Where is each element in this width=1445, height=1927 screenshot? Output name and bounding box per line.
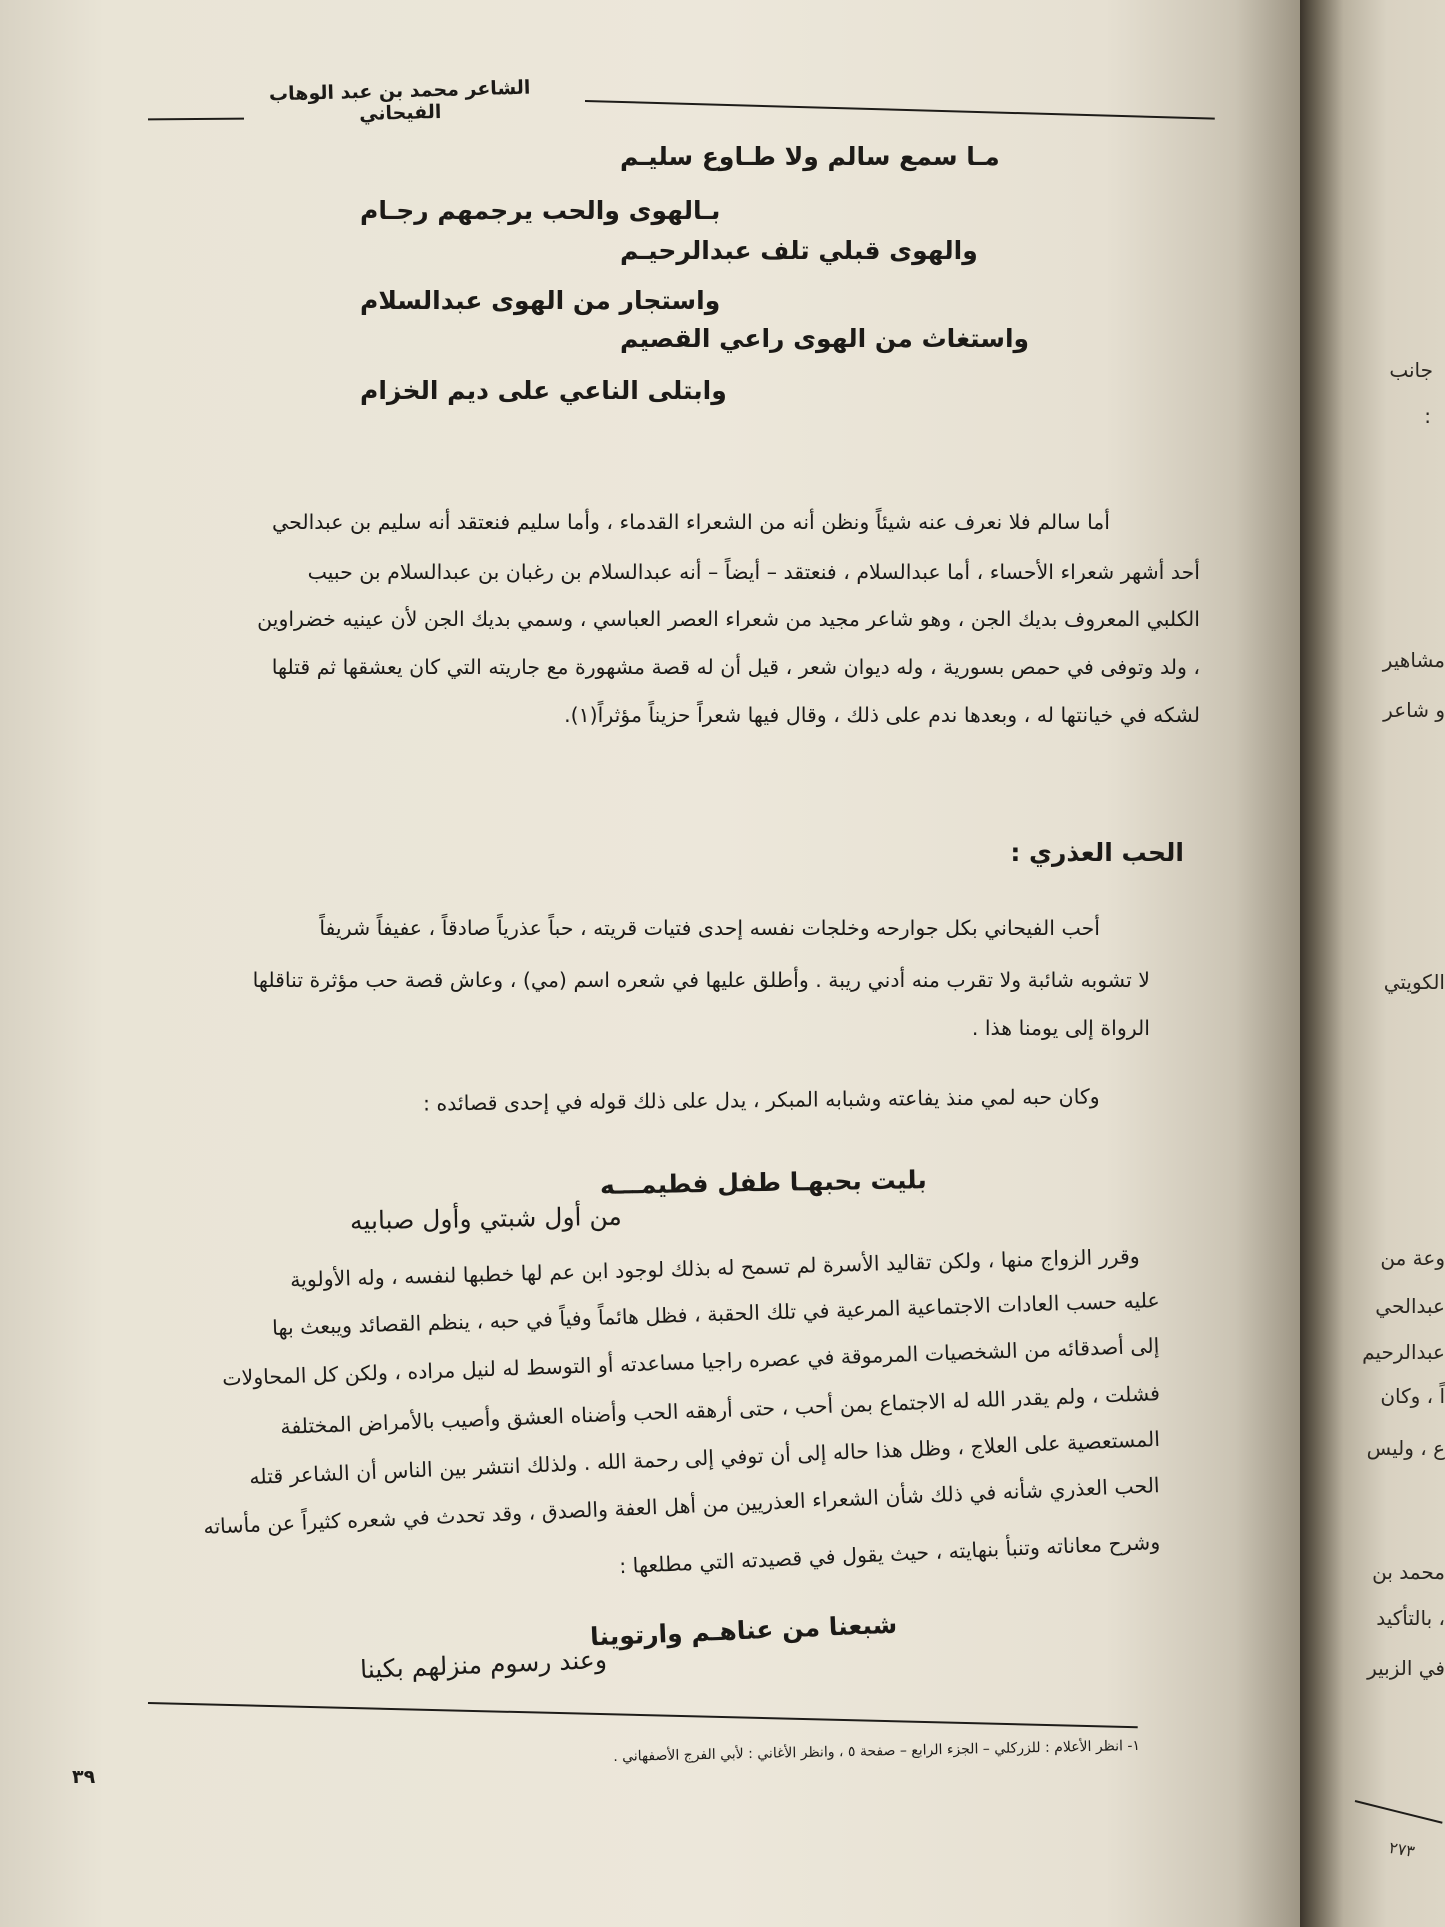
paragraph-2-line: أحب الفيحاني بكل جوارحه وخلجات نفسه إحدى فتيات قريته ، حباً عذرياً صادقاً ، عفيفاً شريفاً [319,916,1100,940]
paragraph-4-line: المستعصية على العلاج ، وظل هذا حاله إلى أن توفي إلى رحمة الله . ولذلك انتشر بين الناس أن الشاعر قتله [248,1426,1161,1490]
adjacent-page-fragment: ، بالتأكيد [1376,1606,1445,1630]
poem1-verse-6: وابتلى الناعي على ديم الخزام [360,376,727,405]
paragraph-4-line: عليه حسب العادات الاجتماعية المرعية في تلك الحقبة ، فظل هائماً وفياً في حبه ، ينظم القصائد ويبعث بها [271,1288,1161,1340]
adjacent-page [1300,0,1445,1927]
section-heading-udhri-love: الحب العذري : [1010,838,1184,867]
poem1-verse-4: واستجار من الهوى عبدالسلام [360,286,721,315]
adjacent-page-fragment: جانب [1389,358,1433,382]
paragraph-4 [140,1244,1180,1598]
paragraph-2-line: الرواة إلى يومنا هذا . [971,1016,1150,1040]
paragraph-2 [150,918,1190,1058]
adjacent-page-rule [1355,1800,1443,1824]
paragraph-3-line: وكان حبه لمي منذ يفاعته وشبابه المبكر ، يدل على ذلك قوله في إحدى قصائده : [423,1084,1101,1116]
footnote-rule [148,1702,1138,1728]
adjacent-page-fragment: اً ، وكان [1380,1384,1445,1408]
poem3-verse-1: شبعنا من عناهـم وارتوينا [589,1609,898,1652]
adjacent-page-number: ٢٧٣ [1387,1837,1417,1862]
poem1-verse-2: بـالهوى والحب يرجمهم رجـام [360,196,721,225]
adjacent-page-fragment: مشاهير [1382,648,1445,672]
paragraph-2-line: لا تشوبه شائبة ولا تقرب منه أدني ريبة . وأطلق عليها في شعره اسم (مي) ، وعاش قصة حب مؤثرة تناقلها [252,968,1150,992]
poem1-verse-3: والهوى قبلي تلف عبدالرحيـم [620,236,978,265]
poem2-verse-1: بليت بحبهـا طفل فطيمـــه [599,1165,927,1200]
paragraph-4-line: وقرر الزواج منها ، ولكن تقاليد الأسرة لم تسمح له بذلك لوجود ابن عم لها خطبها لنفسه ، وله الأولوية [290,1244,1141,1292]
adjacent-page-fragment: : [1424,404,1431,428]
adjacent-page-fragment: عبدالرحيم [1362,1340,1445,1364]
running-header-title: الشاعر محمد بن عبد الوهاب الفيحاني [268,76,531,126]
adjacent-page-fragment: الكويتي [1383,970,1445,994]
poem1-verse-1: مـا سمع سالم ولا طـاوع سليـم [620,142,1000,171]
adjacent-page-fragment: وعة من [1380,1246,1445,1270]
paragraph-4-line: الحب العذري شأنه في ذلك شأن الشعراء العذريين من أهل العفة والصدق ، وقد تحدث في شعره كثيراً عن مأساته [202,1473,1161,1539]
paragraph-1-line: ، ولد وتوفى في حمص بسورية ، وله ديوان شعر ، قيل أن له قصة مشهورة مع جاريته التي كان يعشقها ثم قتلها [271,655,1200,679]
footnote: ١- انظر الأعلام : للزركلي – الجزء الرابع – صفحة ٥ ، وانظر الأغاني : لأبي الفرج الأصفهاني . [613,1737,1141,1765]
paragraph-3 [300,1084,1101,1120]
adjacent-page-fragment: و شاعر [1383,698,1445,722]
header-rule-right [585,100,1215,120]
paragraph-4-line: وشرح معاناته وتنبأ بنهايته ، حيث يقول في قصيدته التي مطلعها : [618,1529,1161,1579]
poem3-verse-2: وعند رسوم منزلهم بكينا [359,1644,608,1685]
adjacent-page-fragment: في الزبير [1367,1656,1445,1680]
paragraph-1-line: لشكه في خيانتها له ، وبعدها ندم على ذلك ، وقال فيها شعراً حزيناً مؤثراً(١). [564,703,1200,727]
adjacent-page-fragment: ع ، وليس [1366,1436,1445,1460]
paragraph-1-line: أحد أشهر شعراء الأحساء ، أما عبدالسلام ، فنعتقد – أيضاً – أنه عبدالسلام بن رغبان بن عبدالسلام بن حبيب [307,560,1200,584]
paragraph-4-line: إلى أصدقائه من الشخصيات المرموقة في عصره راجيا مساعدته أو التوسط له لنيل مراده ، ولكن كل المحاولات [222,1333,1161,1391]
paragraph-1-line: الكلبي المعروف بديك الجن ، وهو شاعر مجيد من شعراء العصر العباسي ، وسمي بديك الجن لأن عينيه خضراوين [257,607,1200,631]
adjacent-page-fragment: عبدالحي [1375,1294,1445,1318]
page-number: ٣٩ [72,1766,96,1788]
poem2-verse-2: من أول شبتي وأول صبابيه [349,1201,623,1236]
paragraph-1-line: أما سالم فلا نعرف عنه شيئاً ونظن أنه من الشعراء القدماء ، وأما سليم فنعتقد أنه سليم بن عبدالحي [272,510,1110,534]
paragraph-1 [130,512,1200,732]
adjacent-page-fragment: محمد بن [1372,1560,1445,1584]
paragraph-4-line: فشلت ، ولم يقدر الله له الاجتماع بمن أحب ، حتى أرهقه الحب وأضناه العشق وأصيب بالأمراض المختلفة [279,1381,1161,1439]
poem1-verse-5: واستغاث من الهوى راعي القصيم [620,324,1030,353]
